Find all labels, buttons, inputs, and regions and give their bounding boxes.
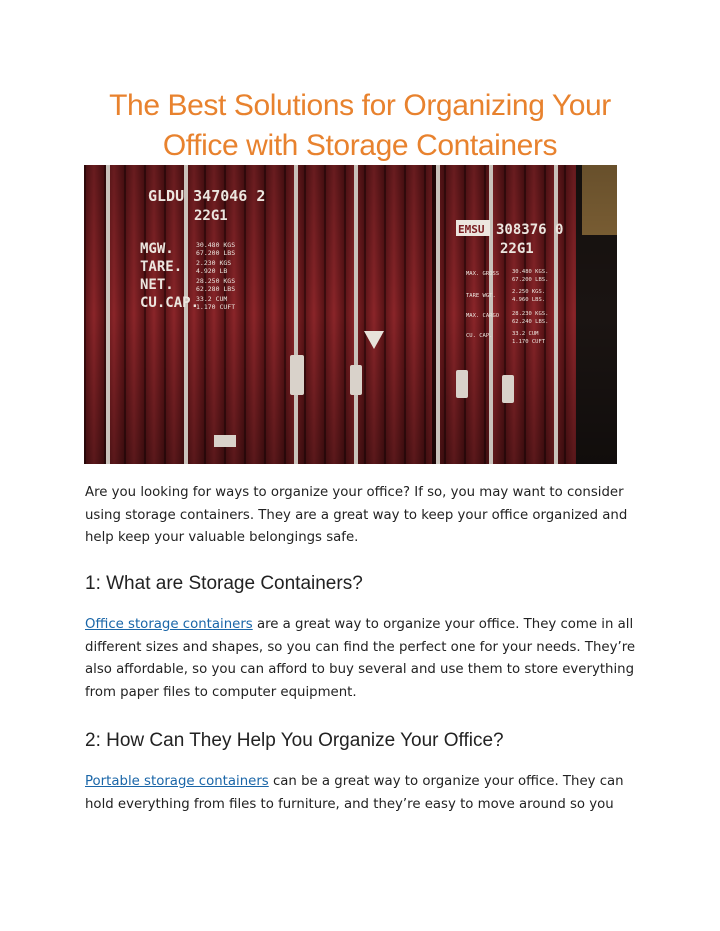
- right-value: 62.240 LBS.: [512, 319, 549, 325]
- left-value: 62.280 LBS: [196, 285, 236, 293]
- left-value: 33.2 CUM: [196, 295, 228, 303]
- section-2-text: can be a great way to organize your office. They can hold everything from files to furniture, and they’re easy to move around so you: [85, 774, 624, 812]
- left-label-tare: TARE.: [140, 259, 183, 275]
- left-value: 67.200 LBS: [196, 249, 236, 257]
- right-value: 30.480 KGS.: [512, 269, 549, 275]
- right-value: 4.960 LBS.: [512, 297, 546, 303]
- left-label-mgw: MGW.: [140, 241, 174, 257]
- title-line-2: Office with Storage Containers: [162, 129, 558, 162]
- left-container-type: 22G1: [194, 208, 228, 224]
- intro-paragraph: Are you looking for ways to organize your office? If so, you may want to consider using storage containers. They are a great way to keep your office organized and help keep your valuable belongings safe.: [85, 485, 628, 546]
- left-label-net: NET.: [140, 277, 174, 293]
- left-value: 1.170 CUFT: [196, 303, 236, 311]
- right-label: TARE WGT.: [466, 293, 496, 299]
- right-value: 33.2 CUM: [512, 331, 539, 337]
- right-container-code: 308376 0: [496, 222, 564, 238]
- left-value: 28.250 KGS: [196, 277, 236, 285]
- page-title: [0, 86, 720, 166]
- left-value: 2.230 KGS: [196, 259, 232, 267]
- right-container-prefix: EMSU: [458, 223, 485, 236]
- section-1-text: are a great way to organize your office. They come in all different sizes and shapes, so you can find the perfect one for your needs. They’re also affordable, so you can afford to buy several and use them to store everything from paper files to computer equipment.: [85, 617, 636, 700]
- left-label-cucap: CU.CAP.: [140, 295, 200, 311]
- right-value: 28.230 KGS.: [512, 311, 549, 317]
- right-value: 1.170 CUFT: [512, 339, 546, 345]
- right-label: CU. CAP.: [466, 333, 493, 339]
- left-value: 4.920 LB: [196, 267, 228, 275]
- right-container-type: 22G1: [500, 241, 534, 257]
- right-value: 67.200 LBS.: [512, 277, 549, 283]
- right-label: MAX. CARGO: [466, 313, 500, 319]
- section-2-heading: 2: How Can They Help You Organize Your Office?: [85, 730, 504, 751]
- right-value: 2.250 KGS.: [512, 289, 546, 295]
- office-storage-containers-link[interactable]: Office storage containers: [85, 617, 253, 632]
- section-1-paragraph: [85, 614, 645, 704]
- left-container-code: GLDU 347046 2: [148, 187, 266, 205]
- section-2-paragraph: [85, 771, 645, 816]
- left-value: 30.480 KGS: [196, 241, 236, 249]
- portable-storage-containers-link[interactable]: Portable storage containers: [85, 774, 269, 789]
- section-1-heading: 1: What are Storage Containers?: [85, 573, 363, 594]
- title-line-1: The Best Solutions for Organizing Your: [109, 89, 611, 122]
- shipping-containers-photo: [84, 165, 617, 464]
- right-label: MAX. GROSS: [466, 271, 500, 277]
